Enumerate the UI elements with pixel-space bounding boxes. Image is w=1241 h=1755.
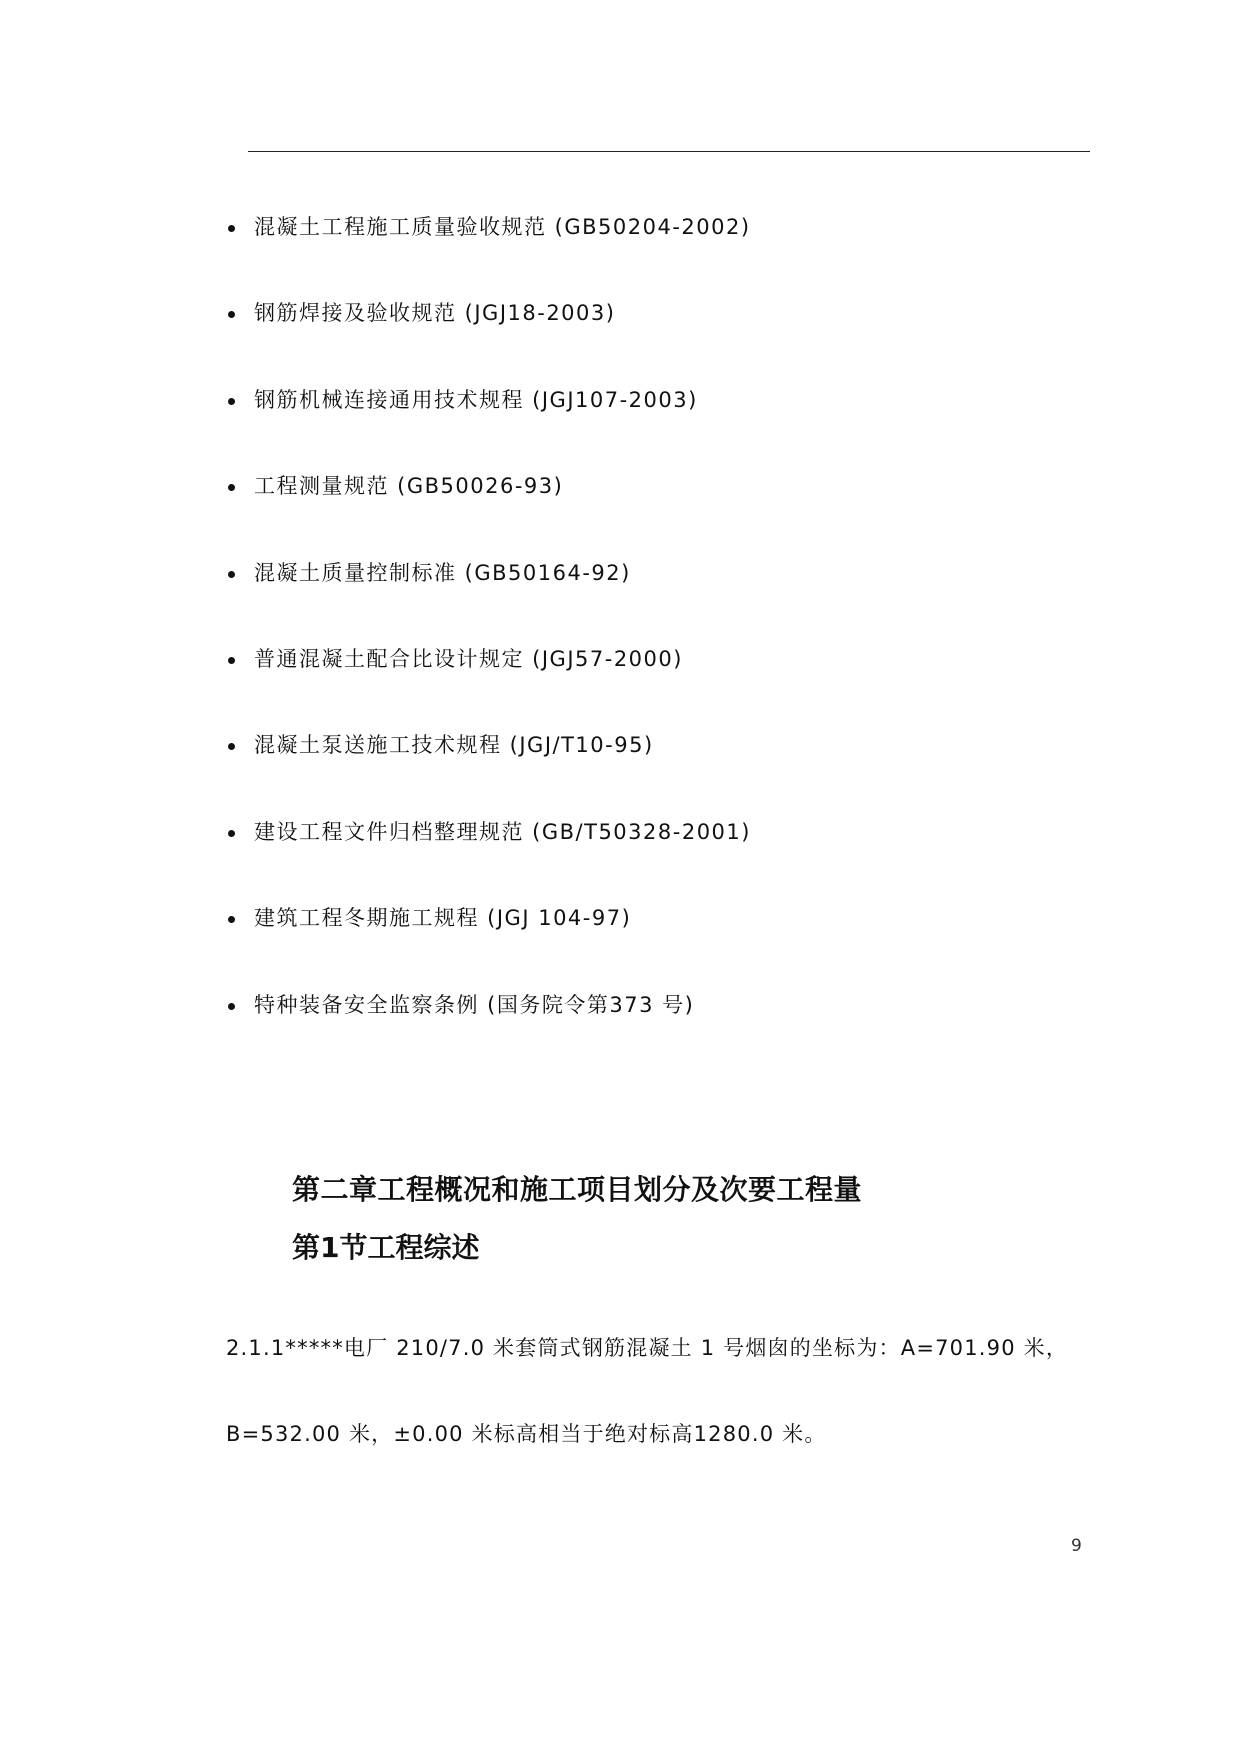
- list-item: [228, 730, 751, 816]
- bullet-icon: [228, 311, 235, 318]
- bullet-icon: [228, 657, 235, 664]
- bullet-icon: [228, 398, 235, 405]
- standard-text: 钢筋焊接及验收规范 (JGJ18-2003): [254, 301, 616, 326]
- standard-text: 建设工程文件归档整理规范 (GB/T50328-2001): [254, 819, 751, 844]
- list-item: [228, 471, 751, 557]
- standard-text: 普通混凝土配合比设计规定 (JGJ57-2000): [254, 646, 683, 671]
- section-title: 第1节工程综述: [292, 1231, 480, 1264]
- standard-text: 混凝土质量控制标准 (GB50164-92): [254, 560, 631, 585]
- list-item: [228, 212, 751, 298]
- bullet-icon: [228, 571, 235, 578]
- bullet-icon: [228, 225, 235, 232]
- standard-text: 混凝土泵送施工技术规程 (JGJ/T10-95): [254, 733, 654, 758]
- standards-list: [228, 212, 751, 1076]
- bullet-icon: [228, 743, 235, 750]
- chapter-title: 第二章工程概况和施工项目划分及次要工程量: [292, 1173, 863, 1206]
- bullet-icon: [228, 1003, 235, 1010]
- list-item: [228, 644, 751, 730]
- list-item: [228, 990, 751, 1076]
- list-item: [228, 385, 751, 471]
- standard-text: 混凝土工程施工质量验收规范 (GB50204-2002): [254, 215, 751, 239]
- bullet-icon: [228, 484, 235, 491]
- body-paragraph-line: B=532.00 米，±0.00 米标高相当于绝对标高1280.0 米。: [226, 1422, 827, 1446]
- page-number: 9: [1071, 1536, 1082, 1556]
- standard-text: 钢筋机械连接通用技术规程 (JGJ107-2003): [254, 387, 698, 412]
- list-item: [228, 558, 751, 644]
- list-item: [228, 817, 751, 903]
- list-item: [228, 903, 751, 989]
- standard-text: 工程测量规范 (GB50026-93): [254, 474, 564, 499]
- bullet-icon: [228, 830, 235, 837]
- body-paragraph-line: 2.1.1*****电厂 210/7.0 米套筒式钢筋混凝土 1 号烟囱的坐标为：A=701.90 米，: [226, 1336, 1069, 1360]
- standard-text: 建筑工程冬期施工规程 (JGJ 104-97): [254, 906, 632, 931]
- bullet-icon: [228, 916, 235, 923]
- list-item: [228, 298, 751, 384]
- header-rule: [248, 151, 1090, 152]
- standard-text: 特种装备安全监察条例 (国务院令第373 号): [254, 992, 695, 1017]
